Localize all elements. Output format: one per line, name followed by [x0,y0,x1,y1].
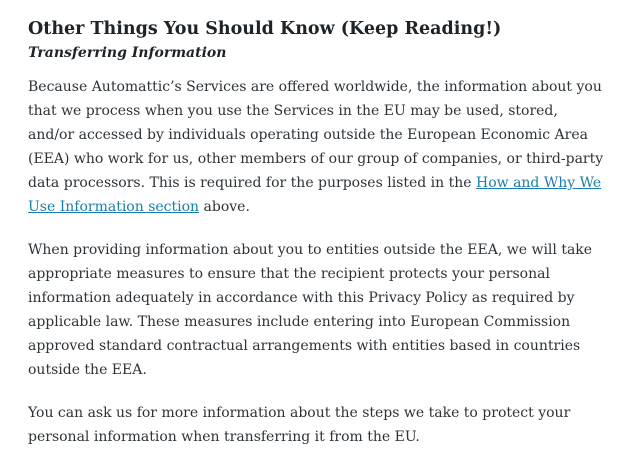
section-heading: Other Things You Should Know (Keep Reading!) [28,19,502,39]
paragraph-safeguards: When providing information about you to entities outside the EEA, we will take appropriate measures to ensure that the recipient protects your personal information adequately in accordance with this Privacy Policy as required by applicable law. These measures include entering into European Commission approved standard contractual arrangements with entities based in countries outside the EEA. [28,242,593,378]
how-and-why-link[interactable]: How and Why We Use Information section [28,175,602,215]
paragraph-text: above. [199,199,250,215]
section-subheading: Transferring Information [28,45,227,61]
paragraph-more-info: You can ask us for more information about the steps we take to protect your personal information when transferring it from the EU. [28,405,571,445]
paragraph-text: Because Automattic’s Services are offered worldwide, the information about you that we process when you use the Services in the EU may be used, stored, and/or accessed by individuals operating outside the European Economic Area (EEA) who work for us, other members of our group of companies, or third-party data processors. This is required for the purposes listed in the [28,79,604,191]
paragraph-transfer-overview [28,75,608,219]
privacy-section [28,16,608,468]
